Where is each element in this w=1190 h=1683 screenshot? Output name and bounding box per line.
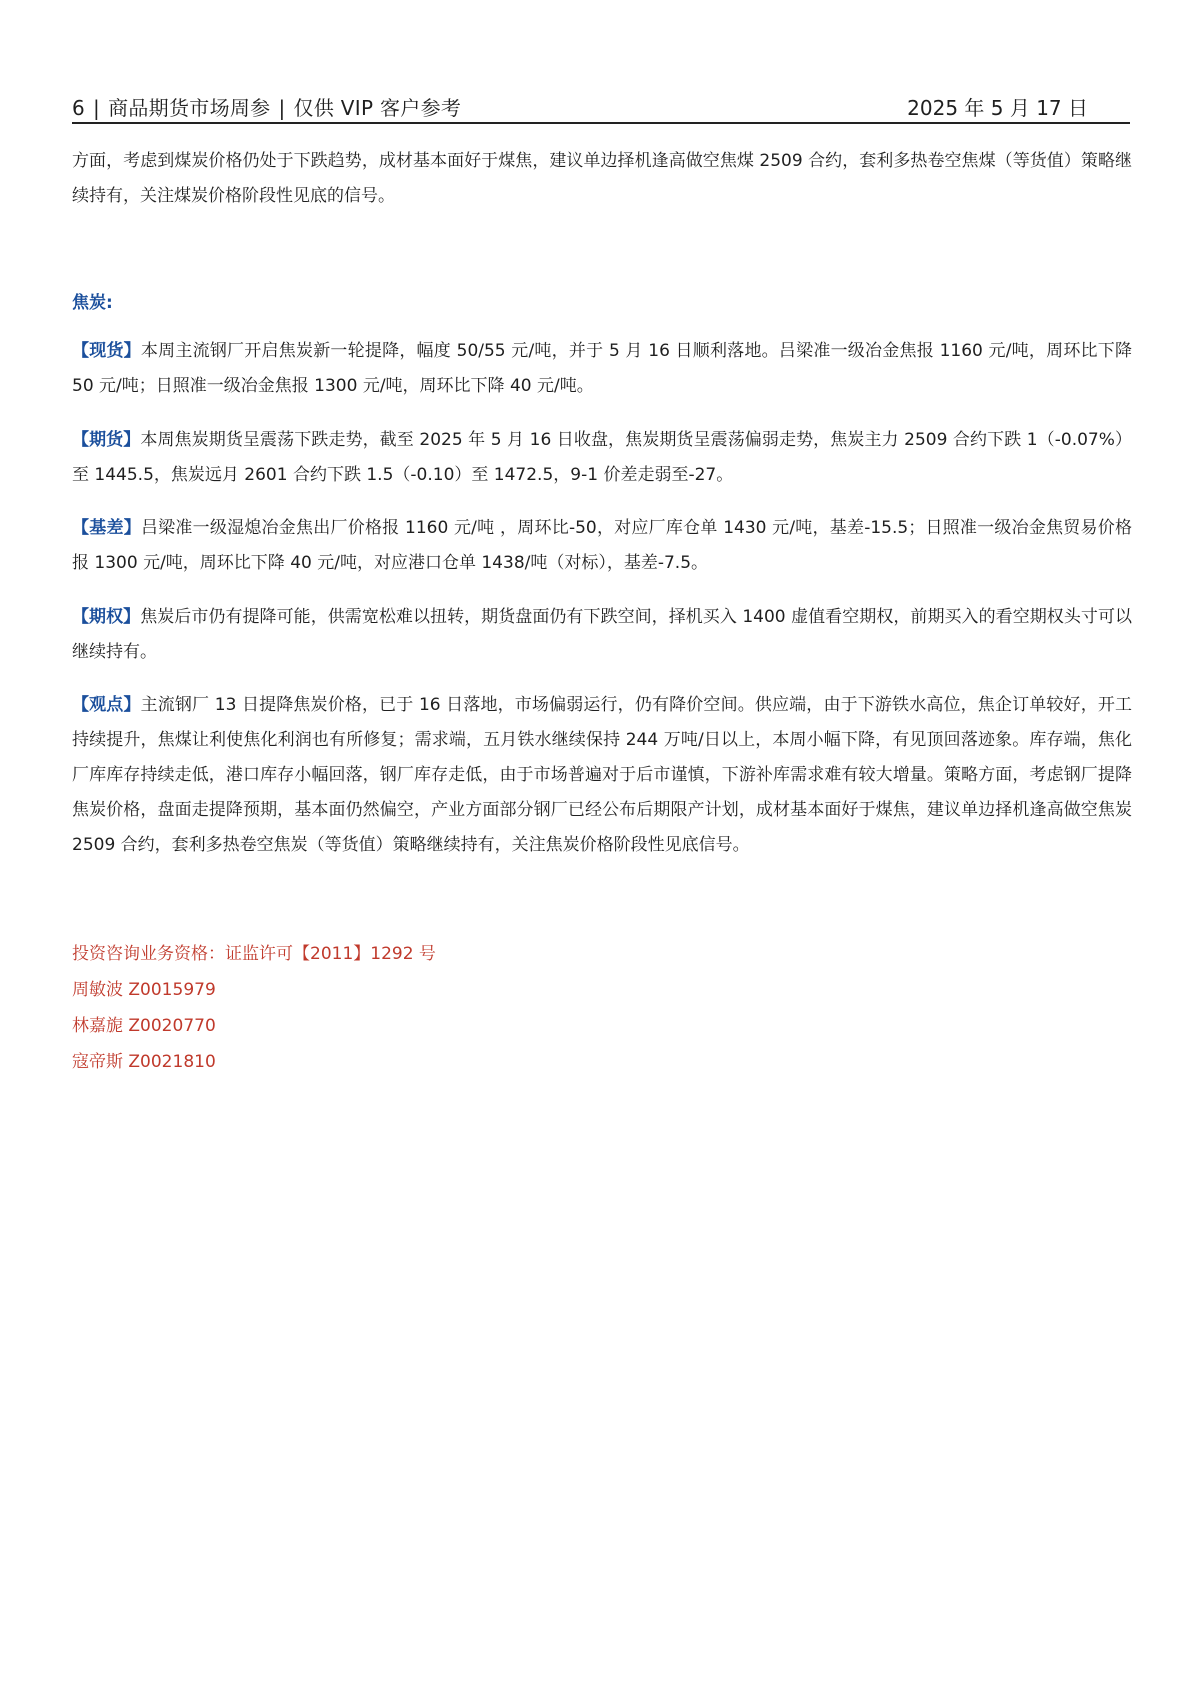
page-header <box>72 88 1130 124</box>
paragraph-tag: 【观点】 <box>72 695 141 715</box>
report-date: 2025 年 5 月 17 日 <box>907 96 1088 120</box>
paragraph-text: 本周主流钢厂开启焦炭新一轮提降，幅度 50/55 元/吨，并于 5 月 16 日顺利落地。吕梁准一级冶金焦报 1160 元/吨，周环比下降 50 元/吨；日照准一级冶金焦报 1300 元/吨，周环比下降 40 元/吨。 <box>72 341 1133 396</box>
analyst-line: 周敏波 Z0015979 <box>72 980 216 1000</box>
analyst-line: 寇帝斯 Z0021810 <box>72 1052 216 1072</box>
paragraph-tag: 【基差】 <box>72 518 141 538</box>
paragraph-text: 主流钢厂 13 日提降焦炭价格，已于 16 日落地，市场偏弱运行，仍有降价空间。供应端，由于下游铁水高位，焦企订单较好，开工持续提升，焦煤让利使焦化利润也有所修复；需求端，五月铁水继续保持 244 万吨/日以上，本周小幅下降，有见顶回落迹象。库存端，焦化厂库库存持续走低，港口库存小幅回落，钢厂库存走低，由于市场普遍对于后市谨慎，下游补库需求难有较大增量。策略方面，考虑钢厂提降焦炭价格，盘面走提降预期，基本面仍然偏空，产业方面部分钢厂已经公布后期限产计划，成材基本面好于煤焦，建议单边择机逢高做空焦炭 2509 合约，套利多热卷空焦炭（等货值）策略继续持有，关注焦炭价格阶段性见底信号。 <box>72 695 1132 855</box>
page-number: 6 <box>72 96 86 120</box>
paragraph-futures <box>72 423 1132 493</box>
header-separator: | <box>93 96 101 120</box>
section-title: 焦炭: <box>72 293 113 313</box>
header-separator: | <box>278 96 286 120</box>
paragraph-options <box>72 600 1132 670</box>
analyst-line: 林嘉旎 Z0020770 <box>72 1016 216 1036</box>
paragraph-text: 焦炭后市仍有提降可能，供需宽松难以扭转，期货盘面仍有下跌空间，择机买入 1400 虚值看空期权，前期买入的看空期权头寸可以继续持有。 <box>72 607 1132 662</box>
intro-paragraph: 方面，考虑到煤炭价格仍处于下跌趋势，成材基本面好于煤焦，建议单边择机逢高做空焦煤 2509 合约，套利多热卷空焦煤（等货值）策略继续持有，关注煤炭价格阶段性见底的信号。 <box>72 151 1132 206</box>
license-line: 投资咨询业务资格：证监许可【2011】1292 号 <box>72 944 436 964</box>
analyst-credentials <box>72 936 436 1080</box>
paragraph-viewpoint <box>72 688 1132 863</box>
paragraph-basis <box>72 511 1132 581</box>
paragraph-spot <box>72 334 1132 404</box>
header-left <box>72 92 461 121</box>
paragraph-tag: 【现货】 <box>72 341 141 361</box>
paragraph-text: 吕梁准一级湿熄冶金焦出厂价格报 1160 元/吨 ，周环比-50，对应厂库仓单 1430 元/吨，基差-15.5；日照准一级冶金焦贸易价格报 1300 元/吨，周环比下降 40 元/吨，对应港口仓单 1438/吨（对标），基差-7.5。 <box>72 518 1132 573</box>
paragraph-tag: 【期权】 <box>72 607 141 627</box>
paragraph-text: 本周焦炭期货呈震荡下跌走势，截至 2025 年 5 月 16 日收盘，焦炭期货呈震荡偏弱走势，焦炭主力 2509 合约下跌 1（-0.07%）至 1445.5，焦炭远月 2601 合约下跌 1.5（-0.10）至 1472.5，9-1 价差走弱至-27。 <box>72 430 1132 485</box>
report-name: 商品期货市场周参 <box>108 96 271 120</box>
audience-note: 仅供 VIP 客户参考 <box>293 96 462 120</box>
paragraph-tag: 【期货】 <box>72 430 141 450</box>
